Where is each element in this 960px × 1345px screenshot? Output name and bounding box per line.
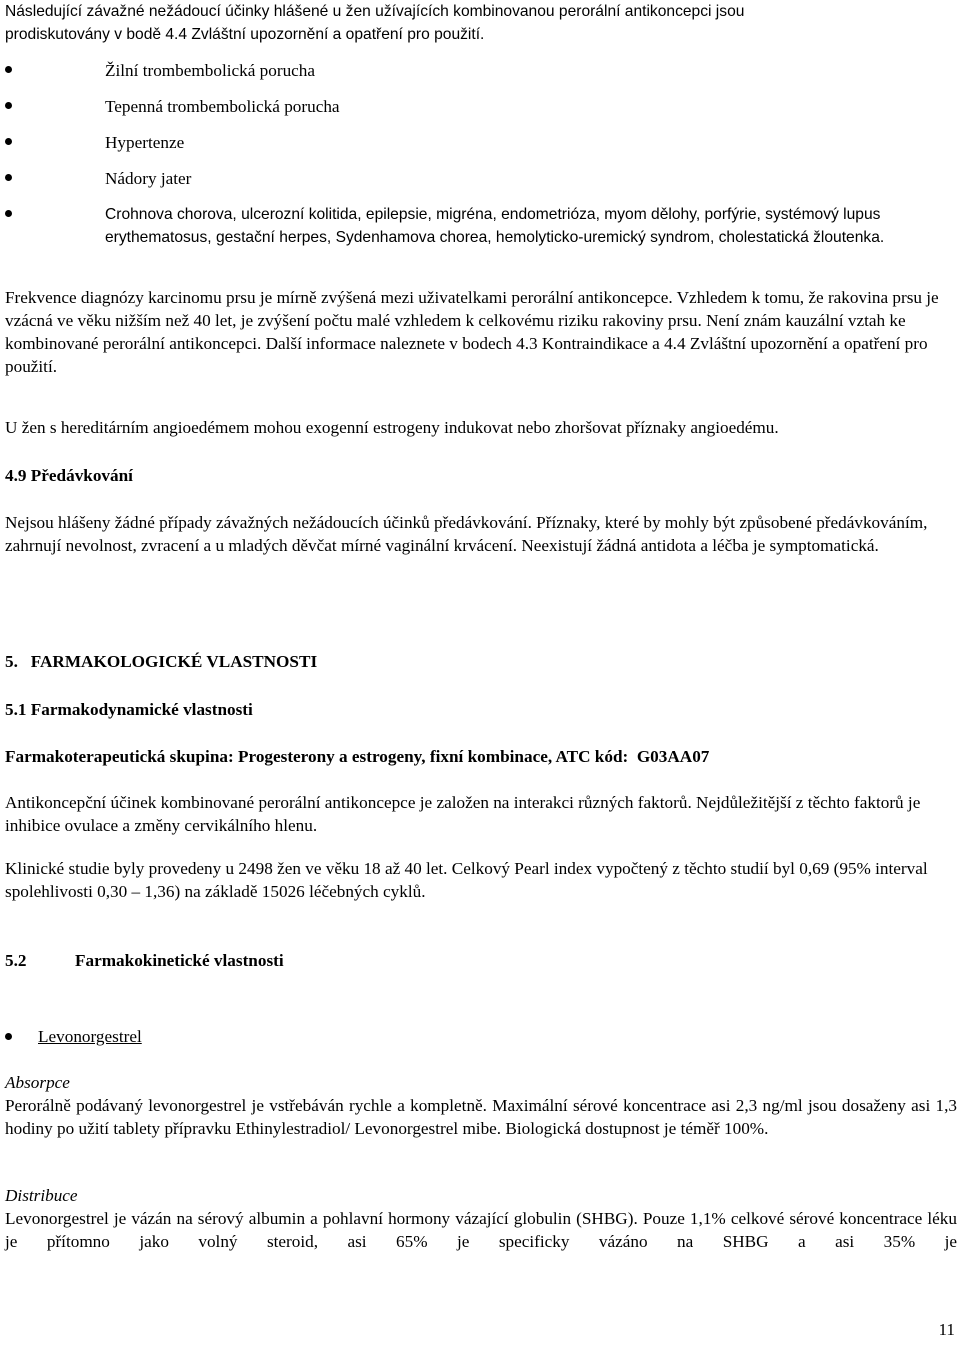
pharmacotherapeutic-group: Farmakoterapeutická skupina: Progesterony a estrogeny, fixní kombinace, ATC kód: G03AA07 <box>5 747 710 766</box>
intro-paragraph <box>5 0 957 46</box>
section-4-9-heading: 4.9 Předávkování <box>5 466 133 485</box>
section-5-2-heading <box>5 949 957 972</box>
absorption-text: Perorálně podávaný levonorgestrel je vstřebáván rychle a kompletně. Maximální sérové koncentrace asi 2,3 ng/ml jsou dosaženy asi 1,3 hodiny po užití tablety přípravku Ethinylestradiol/ Levonorgestrel mibe. Biologická dostupnost je téměř 100%. <box>5 1096 957 1138</box>
levonorgestrel-subheading: Levonorgestrel <box>38 1027 142 1046</box>
section-5-1-heading: 5.1 Farmakodynamické vlastnosti <box>5 700 253 719</box>
bullet-icon <box>5 174 15 184</box>
section-5-1-paragraph-1: Antikoncepční účinek kombinované perorální antikoncepce je založen na interakci různých faktorů. Nejdůležitější z těchto faktorů je inhibice ovulace a změny cervikálního hlenu. <box>5 793 921 835</box>
bullet-icon <box>5 210 15 220</box>
angioedema-paragraph: U žen s hereditárním angioedémem mohou exogenní estrogeny indukovat nebo zhoršovat příznaky angioedému. <box>5 418 779 437</box>
page-number: 11 <box>938 1320 955 1339</box>
distribution-label: Distribuce <box>5 1186 78 1205</box>
intro-line-1: Následující závažné nežádoucí účinky hlášené u žen užívajících kombinovanou perorální antikoncepci jsou <box>5 3 745 20</box>
absorption-label: Absorpce <box>5 1073 70 1092</box>
bullet-icon <box>5 66 15 76</box>
section-5-2-title: Farmakokinetické vlastnosti <box>75 951 284 970</box>
intro-line-2: prodiskutovány v bodě 4.4 Zvláštní upozornění a opatření pro použití. <box>5 26 485 43</box>
carcinoma-paragraph: Frekvence diagnózy karcinomu prsu je mírně zvýšená mezi uživatelkami perorální antikoncepce. Vzhledem k tomu, že rakovina prsu je vzácná ve věku nižším než 40 let, je zvýšení počtu malé vzhledem k celkovému riziku rakoviny prsu. Není znám kauzální vztah ke kombinované perorální antikoncepci. Další informace naleznete v bodech 4.3 Kontraindikace a 4.4 Zvláštní upozornění a opatření pro použití. <box>5 288 939 376</box>
bullet-text: Tepenná trombembolická porucha <box>105 97 340 116</box>
bullet-text: Žilní trombembolická porucha <box>105 61 316 80</box>
bullet-item <box>5 1025 957 1048</box>
bullet-icon <box>5 138 15 148</box>
bullet-icon <box>5 102 15 112</box>
bullet-text: Nádory jater <box>105 169 192 188</box>
bullet-item <box>5 95 957 118</box>
bullet-item <box>5 167 957 190</box>
distribution-text: Levonorgestrel je vázán na sérový albumin a pohlavní hormony vázající globulin (SHBG). Pouze 1,1% celkové sérové koncentrace léku je přítomno jako volný steroid, asi 65% je specificky vázáno na SHBG a asi 35% je <box>5 1209 957 1251</box>
section-5-2-number: 5.2 <box>5 951 27 970</box>
bullet-item <box>5 131 957 154</box>
bullet-text: Crohnova chorova, ulcerozní kolitida, epilepsie, migréna, endometrióza, myom dělohy, porfýrie, systémový lupus erythematosus, gestační herpes, Sydenhamova chorea, hemolyticko-uremický syndrom, cholestatická žloutenka. <box>105 206 885 246</box>
section-4-9-text: Nejsou hlášeny žádné případy závažných nežádoucích účinků předávkování. Příznaky, které by mohly být způsobené předávkováním, zahrnují nevolnost, zvracení a u mladých děvčat mírné vaginální krvácení. Neexistují žádná antidota a léčba je symptomatická. <box>5 513 928 555</box>
bullet-text: Hypertenze <box>105 133 185 152</box>
section-5-heading: 5. FARMAKOLOGICKÉ VLASTNOSTI <box>5 652 318 671</box>
bullet-icon <box>5 1033 15 1043</box>
bullet-item <box>5 203 957 273</box>
section-5-1-paragraph-2: Klinické studie byly provedeny u 2498 žen ve věku 18 až 40 let. Celkový Pearl index vypočtený z těchto studií byl 0,69 (95% interval spolehlivosti 0,30 – 1,36) na základě 15026 léčebných cyklů. <box>5 859 928 901</box>
bullet-item <box>5 59 957 82</box>
